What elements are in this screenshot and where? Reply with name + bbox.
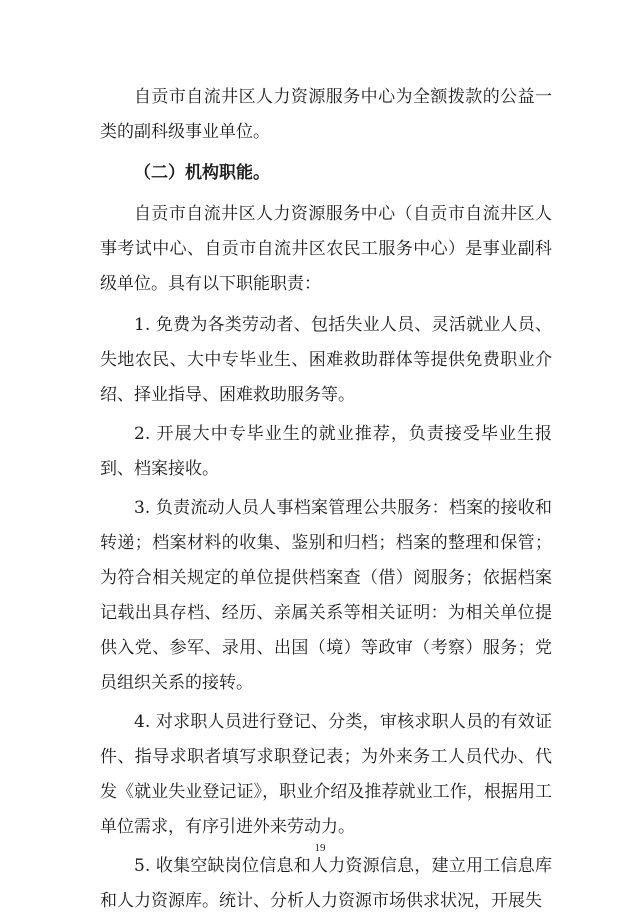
section-heading: （二）机构职能。 [134,163,270,183]
body-text [100,80,552,923]
function-item-3: 3. 负责流动人员人事档案管理公共服务：档案的接收和转递；档案材料的收集、鉴别和归档；档案的整理和保管；为符合相关规定的单位提供档案查（借）阅服务；依据档案记载出具存档、经历、亲属关系等相关证明：为相关单位提供入党、参军、录用、出国（境）等政审（考察）服务；党员组织关系的接转。 [100,498,552,693]
function-item-4: 4. 对求职人员进行登记、分类，审核求职人员的有效证件、指导求职者填写求职登记表；为外来务工人员代办、代发《就业失业登记证》，职业介绍及推荐就业工作，根据用工单位需求，有序引进外来劳动力。 [100,712,552,837]
intro-paragraph: 自贡市自流井区人力资源服务中心为全额拨款的公益一类的副科级事业单位。 [100,87,552,142]
function-item-2: 2. 开展大中专毕业生的就业推荐，负责接受毕业生报到、档案接收。 [100,424,552,479]
function-item-1: 1. 免费为各类劳动者、包括失业人员、灵活就业人员、失地农民、大中专毕业生、困难救助群体等提供免费职业介绍、择业指导、困难救助服务等。 [100,315,552,405]
page-number: 19 [314,842,326,854]
functions-intro-paragraph: 自贡市自流井区人力资源服务中心（自贡市自流井区人事考试中心、自贡市自流井区农民工服务中心）是事业副科级单位。具有以下职能职责： [100,204,552,294]
function-item-5: 5. 收集空缺岗位信息和人力资源信息，建立用工信息库和人力资源库。统计、分析人力资源市场供求状况，开展失 [100,856,552,911]
